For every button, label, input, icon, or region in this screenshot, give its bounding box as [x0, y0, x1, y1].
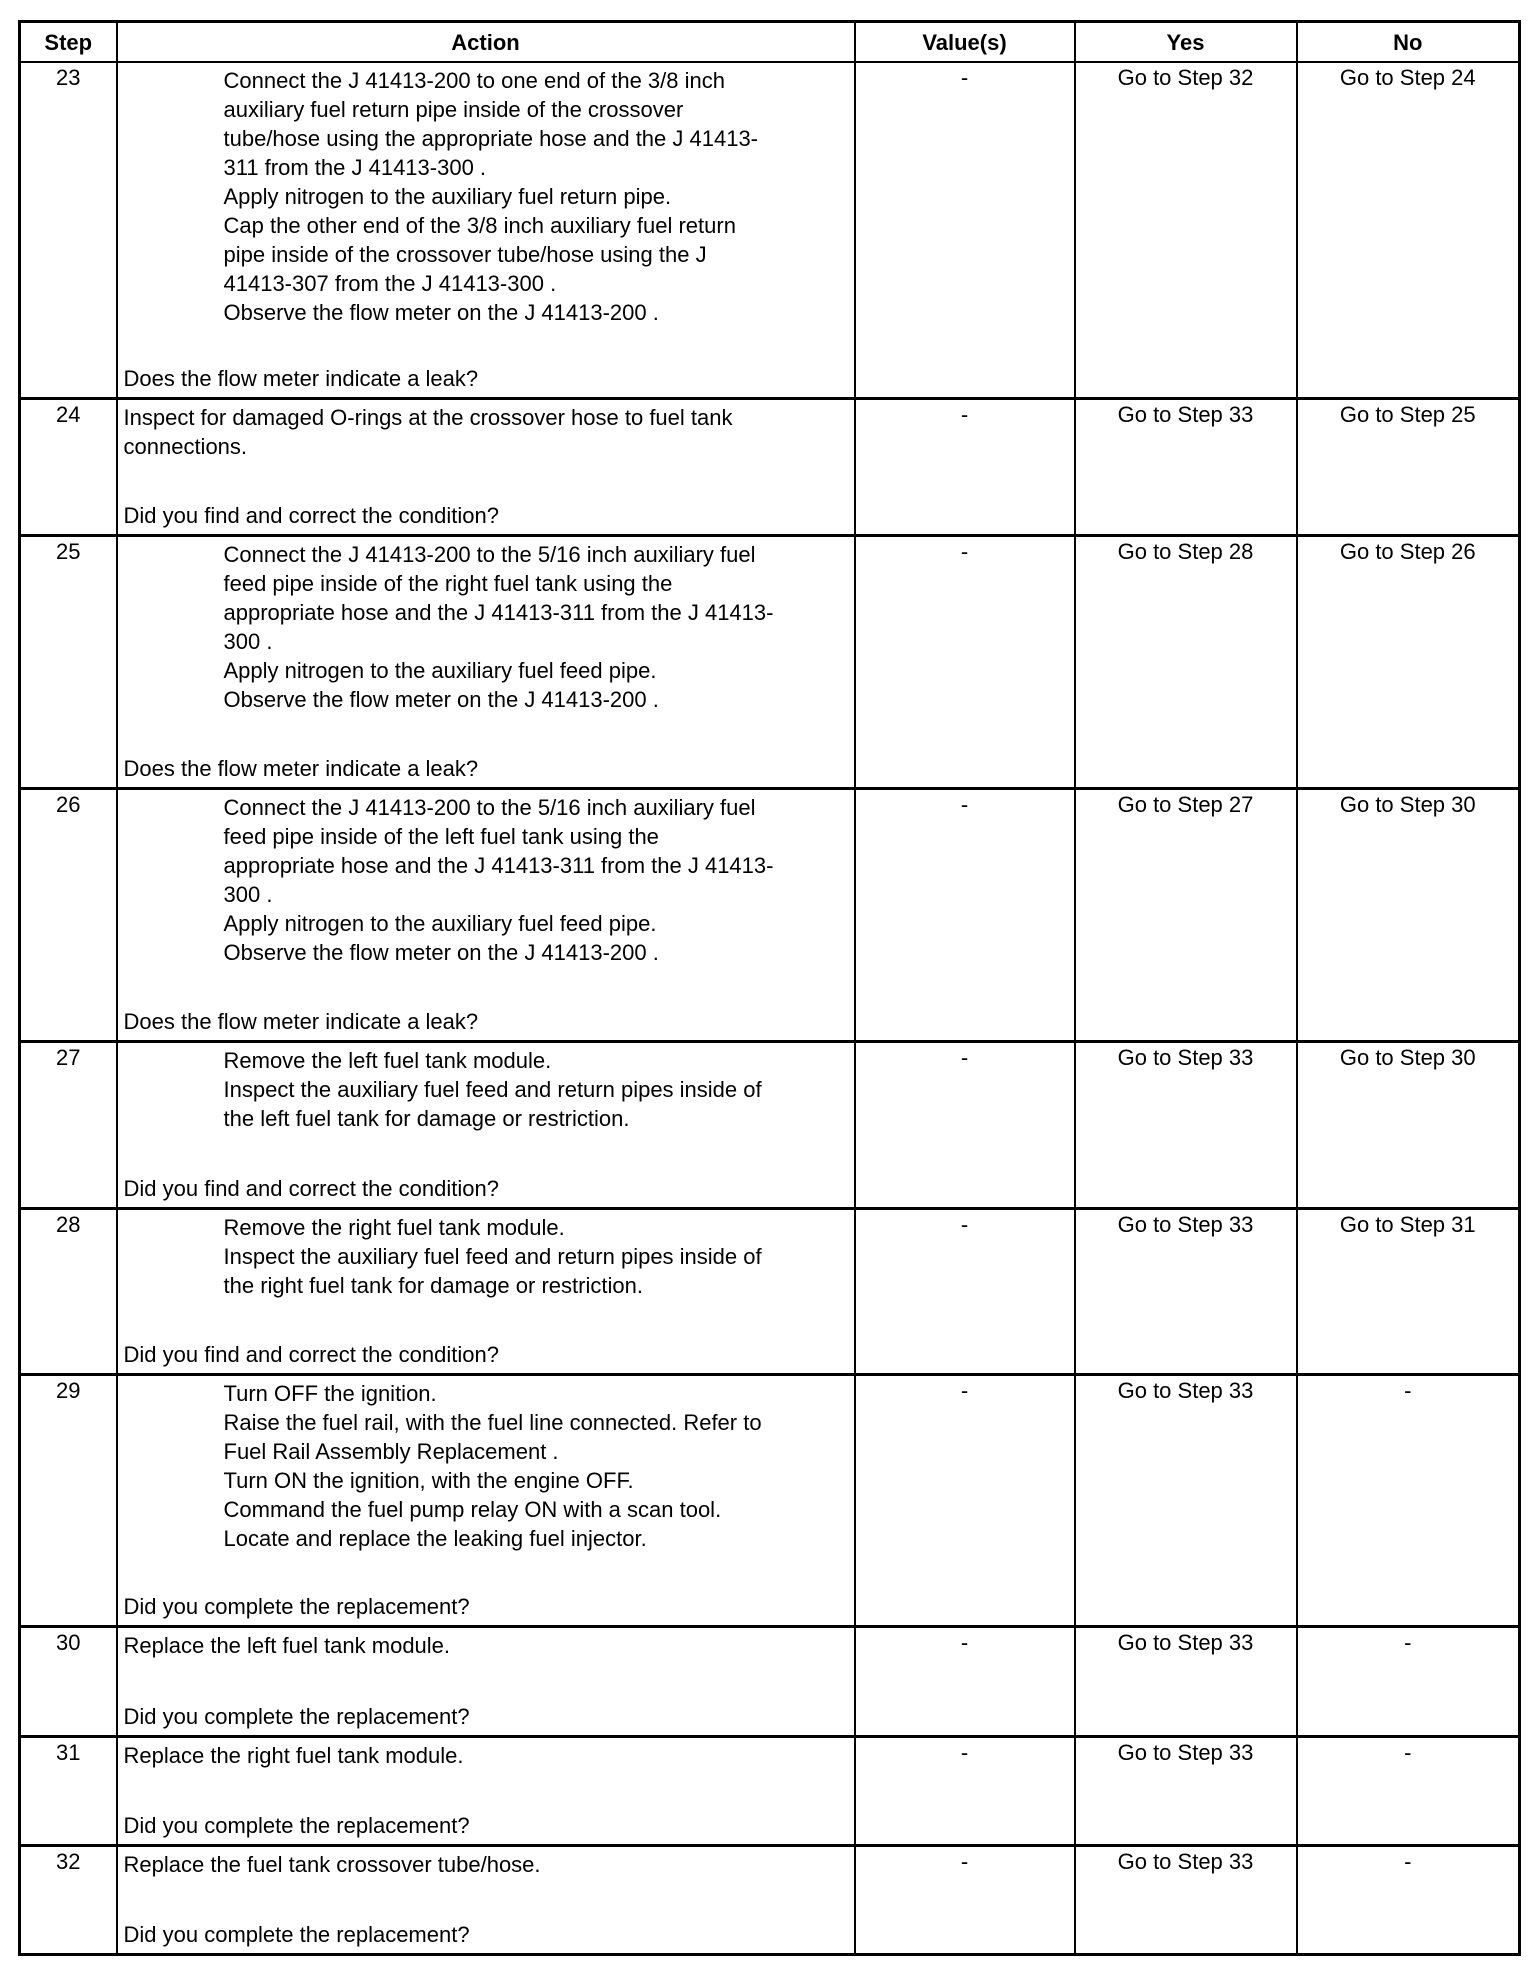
yes-cell: Go to Step 33 — [1075, 399, 1297, 536]
action-instructions: Replace the fuel tank crossover tube/hose. — [123, 1851, 541, 1877]
values-cell: - — [855, 1627, 1075, 1736]
no-cell: - — [1297, 1845, 1520, 1954]
yes-cell: Go to Step 33 — [1075, 1374, 1297, 1626]
action-cell — [117, 1736, 855, 1845]
header-step: Step — [20, 22, 117, 63]
step-number: 29 — [20, 1374, 117, 1626]
step-number: 23 — [20, 62, 117, 399]
no-cell: Go to Step 25 — [1297, 399, 1520, 536]
step-number: 24 — [20, 399, 117, 536]
no-cell: Go to Step 30 — [1297, 788, 1520, 1041]
header-no: No — [1297, 22, 1520, 63]
action-cell — [117, 62, 855, 399]
step-number: 30 — [20, 1627, 117, 1736]
no-cell: - — [1297, 1736, 1520, 1845]
values-cell: - — [855, 1374, 1075, 1626]
action-instructions: Inspect for damaged O-rings at the crossover hose to fuel tank connections. — [123, 405, 733, 460]
values-cell: - — [855, 1845, 1075, 1954]
no-cell: Go to Step 31 — [1297, 1208, 1520, 1374]
action-question: Does the flow meter indicate a leak? — [123, 755, 479, 781]
action-cell — [117, 536, 855, 788]
step-number: 25 — [20, 536, 117, 788]
yes-cell: Go to Step 28 — [1075, 536, 1297, 788]
step-number: 32 — [20, 1845, 117, 1954]
action-cell — [117, 399, 855, 536]
diagnostic-table-container — [18, 20, 1518, 1956]
action-question: Did you find and correct the condition? — [123, 1175, 499, 1201]
table-row — [20, 536, 1520, 788]
table-row — [20, 1627, 1520, 1736]
no-cell: - — [1297, 1374, 1520, 1626]
action-instructions: Replace the right fuel tank module. — [123, 1742, 464, 1768]
no-cell: - — [1297, 1627, 1520, 1736]
no-cell: Go to Step 30 — [1297, 1042, 1520, 1208]
action-question: Did you find and correct the condition? — [123, 503, 499, 529]
values-cell: - — [855, 399, 1075, 536]
action-question: Does the flow meter indicate a leak? — [123, 366, 479, 392]
values-cell: - — [855, 1042, 1075, 1208]
yes-cell: Go to Step 33 — [1075, 1845, 1297, 1954]
header-action: Action — [117, 22, 855, 63]
action-question: Did you complete the replacement? — [123, 1703, 470, 1729]
action-question: Did you complete the replacement? — [123, 1594, 470, 1620]
no-cell: Go to Step 26 — [1297, 536, 1520, 788]
action-instructions: Connect the J 41413-200 to the 5/16 inch auxiliary fuel feed pipe inside of the left fuel tank using the appropriate hose and the J 41413-311 from the J 41413- 300 . Apply nitrogen to the auxiliary fuel feed pipe. Observe the flow meter on the J 41413-200 . — [223, 794, 774, 965]
table-row — [20, 1736, 1520, 1845]
action-cell — [117, 1627, 855, 1736]
action-instructions: Remove the right fuel tank module. Inspect the auxiliary fuel feed and return pipes inside of the right fuel tank for damage or restriction. — [223, 1214, 762, 1298]
action-instructions: Turn OFF the ignition. Raise the fuel rail, with the fuel line connected. Refer to Fuel Rail Assembly Replacement . Turn ON the ignition, with the engine OFF. Command the fuel pump relay ON with a scan tool. Locate and replace the leaking fuel injector. — [223, 1380, 762, 1551]
table-row — [20, 788, 1520, 1041]
yes-cell: Go to Step 32 — [1075, 62, 1297, 399]
table-row — [20, 1374, 1520, 1626]
values-cell: - — [855, 62, 1075, 399]
diagnostic-table — [18, 20, 1521, 1956]
table-row — [20, 1042, 1520, 1208]
yes-cell: Go to Step 33 — [1075, 1208, 1297, 1374]
table-row — [20, 1208, 1520, 1374]
action-question: Did you find and correct the condition? — [123, 1341, 499, 1367]
action-instructions: Connect the J 41413-200 to the 5/16 inch auxiliary fuel feed pipe inside of the right fuel tank using the appropriate hose and the J 41413-311 from the J 41413- 300 . Apply nitrogen to the auxiliary fuel feed pipe. Observe the flow meter on the J 41413-200 . — [223, 542, 774, 713]
header-values: Value(s) — [855, 22, 1075, 63]
header-row — [20, 22, 1520, 63]
table-row — [20, 399, 1520, 536]
action-cell — [117, 1845, 855, 1954]
action-instructions: Connect the J 41413-200 to one end of the 3/8 inch auxiliary fuel return pipe inside of the crossover tube/hose using the appropriate hose and the J 41413- 311 from the J 41413-300 . Apply nitrogen to the auxiliary fuel return pipe. Cap the other end of the 3/8 inch auxiliary fuel return pipe inside of the crossover tube/hose using the J 41413-307 from the J 41413-300 . Observe the flow meter on the J 41413-200 . — [223, 68, 759, 325]
action-instructions: Remove the left fuel tank module. Inspect the auxiliary fuel feed and return pipes inside of the left fuel tank for damage or restriction. — [223, 1048, 762, 1132]
table-row — [20, 1845, 1520, 1954]
yes-cell: Go to Step 33 — [1075, 1736, 1297, 1845]
table-row — [20, 62, 1520, 399]
step-number: 27 — [20, 1042, 117, 1208]
values-cell: - — [855, 536, 1075, 788]
action-cell — [117, 1374, 855, 1626]
action-instructions: Replace the left fuel tank module. — [123, 1633, 451, 1659]
yes-cell: Go to Step 33 — [1075, 1042, 1297, 1208]
header-yes: Yes — [1075, 22, 1297, 63]
yes-cell: Go to Step 27 — [1075, 788, 1297, 1041]
action-question: Did you complete the replacement? — [123, 1922, 470, 1947]
action-cell — [117, 788, 855, 1041]
action-cell — [117, 1208, 855, 1374]
yes-cell: Go to Step 33 — [1075, 1627, 1297, 1736]
values-cell: - — [855, 788, 1075, 1041]
step-number: 26 — [20, 788, 117, 1041]
values-cell: - — [855, 1736, 1075, 1845]
step-number: 31 — [20, 1736, 117, 1845]
action-cell — [117, 1042, 855, 1208]
values-cell: - — [855, 1208, 1075, 1374]
no-cell: Go to Step 24 — [1297, 62, 1520, 399]
action-question: Does the flow meter indicate a leak? — [123, 1009, 479, 1035]
action-question: Did you complete the replacement? — [123, 1812, 470, 1838]
step-number: 28 — [20, 1208, 117, 1374]
